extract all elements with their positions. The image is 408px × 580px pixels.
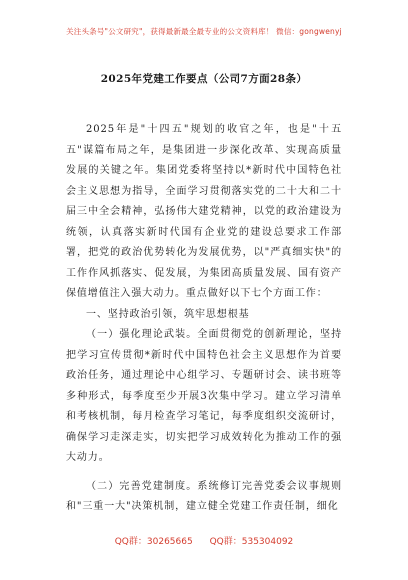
document-body	[66, 120, 342, 518]
item-paragraph: （二）完善党建制度。系统修订完善党委会议事规则和"三重一大"决策机制，建立健全党建工作责任制，细化	[66, 480, 342, 512]
qq-group-2: QQ群：535304092	[209, 537, 294, 547]
document-title: 2025年党建工作要点（公司7方面28条）	[100, 73, 308, 85]
item-paragraph: （一）强化理论武装。全面贯彻党的创新理论，坚持把学习宣传贯彻*新时代中国特色社会主义思想作为首要政治任务，通过理论中心组学习、专题研讨会、读书班等多种形式，每季度至少开展3次集中学习。建立学习清单和考核机制，每月检查学习笔记，每季度组织交流研讨，确保学习走深走实，切实把学习成效转化为推动工作的强大动力。	[66, 329, 342, 463]
header-banner: 关注头条号"公文研究"，获得最新最全最专业的公文资料库！ 微信：gongwenyj	[66, 27, 342, 36]
section-heading: 一、坚持政治引领，筑牢思想根基	[86, 308, 250, 320]
qq-group-1: QQ群：30265665	[114, 537, 193, 547]
footer-contacts	[0, 534, 408, 547]
intro-paragraph: 2025年是"十四五"规划的收官之年，也是"十五五"谋篇布局之年，是集团进一步深化改革、实现高质量发展的关键之年。集团党委将坚持以*新时代中国特色社会主义思想为指导，全面学习贯彻落实党的二十大和二十届三中全会精神，弘扬伟大建党精神，以党的政治建设为统领，认真落实新时代国有企业党的建设总要求工作部署，把党的政治优势转化为发展优势，以"严真细实快"的工作作风抓落实、促发展，为集团高质量发展、国有资产保值增值注入强大动力。重点做好以下七个方面工作：	[66, 124, 342, 299]
